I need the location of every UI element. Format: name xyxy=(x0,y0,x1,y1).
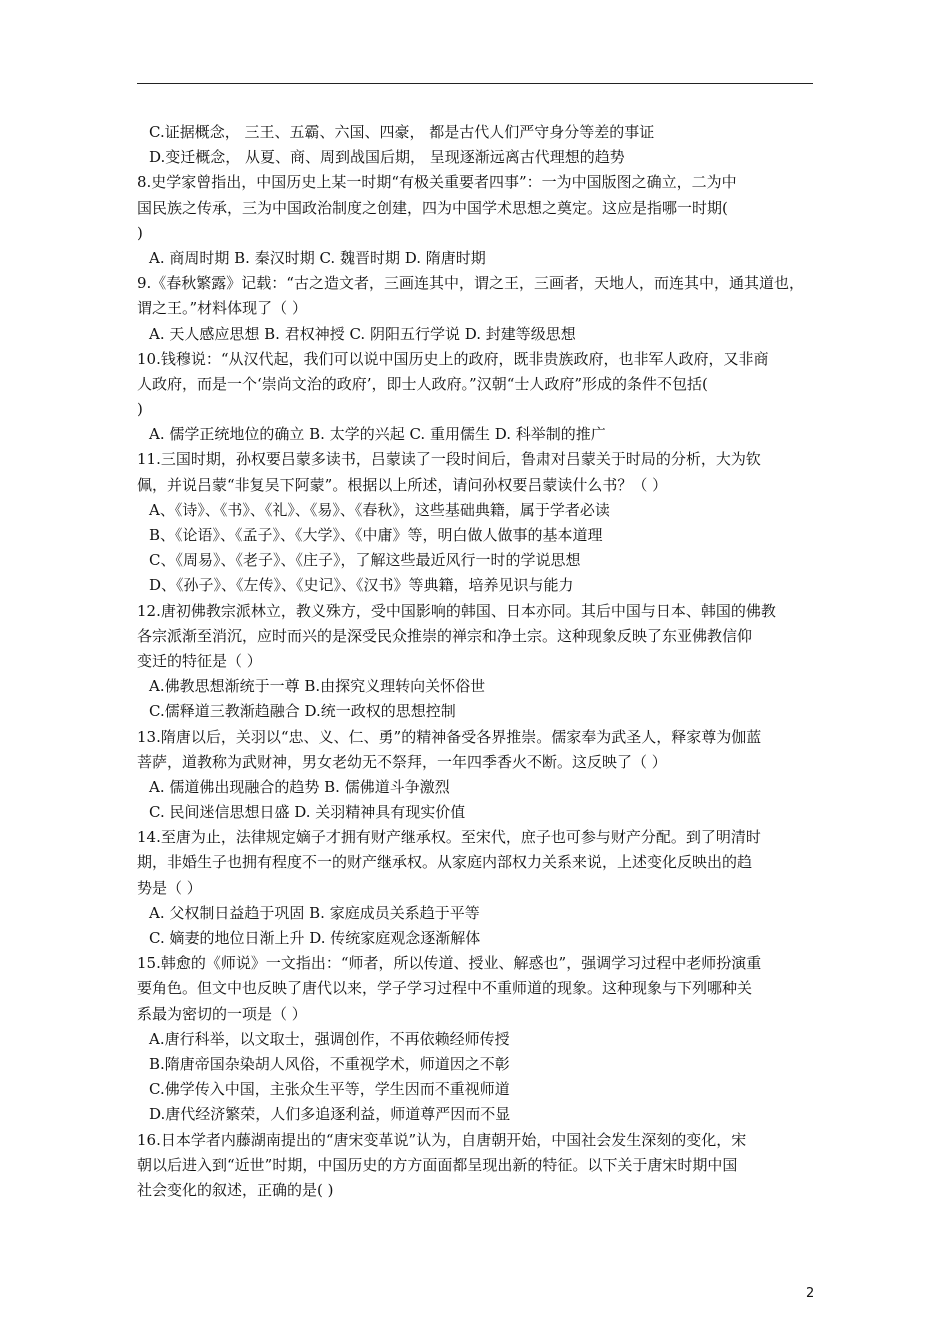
page-number: 2 xyxy=(806,1286,815,1301)
header-rule xyxy=(137,83,813,84)
text-line: A. 儒道佛出现融合的趋势 B. 儒佛道斗争激烈 xyxy=(149,777,450,796)
text-line: C.佛学传入中国，主张众生平等，学生因而不重视师道 xyxy=(149,1080,510,1099)
text-line: ) xyxy=(137,223,143,242)
text-line: 10.钱穆说：“从汉代起，我们可以说中国历史上的政府，既非贵族政府，也非军人政府，又非商 xyxy=(137,349,769,368)
text-line: D、《孙子》、《左传》、《史记》、《汉书》等典籍，培养见识与能力 xyxy=(149,576,574,595)
text-line: 朝以后进入到“近世”时期，中国历史的方方面面都呈现出新的特征。以下关于唐宋时期中国 xyxy=(137,1155,738,1174)
text-line: A. 父权制日益趋于巩固 B. 家庭成员关系趋于平等 xyxy=(149,903,480,922)
text-line: 16.日本学者内藤湖南提出的“唐宋变革说”认为，自唐朝开始，中国社会发生深刻的变化，宋 xyxy=(137,1130,747,1149)
text-line: B.隋唐帝国杂染胡人风俗，不重视学术，师道因之不彰 xyxy=(149,1054,510,1073)
text-line: C.儒释道三教渐趋融合 D.统一政权的思想控制 xyxy=(149,702,456,721)
text-line: C. 民间迷信思想日盛 D. 关羽精神具有现实价值 xyxy=(149,803,466,822)
text-line: 各宗派渐至消沉，应时而兴的是深受民众推崇的禅宗和净土宗。这种现象反映了东亚佛教信仰 xyxy=(137,626,753,645)
text-line: 谓之王。”材料体现了（ ） xyxy=(137,299,307,318)
text-line: A. 儒学正统地位的确立 B. 太学的兴起 C. 重用儒生 D. 科举制的推广 xyxy=(149,425,606,444)
text-line: 13.隋唐以后，关羽以“忠、义、仁、勇”的精神备受各界推崇。儒家奉为武圣人，释家尊为伽蓝 xyxy=(137,727,762,746)
text-line: D.唐代经济繁荣，人们多追逐利益，师道尊严因而不显 xyxy=(149,1105,511,1124)
text-line: 12.唐初佛教宗派林立，教义殊方，受中国影响的韩国、日本亦同。其后中国与日本、韩国的佛教 xyxy=(137,601,776,620)
text-line: 国民族之传承，三为中国政治制度之创建，四为中国学术思想之奠定。这应是指哪一时期( xyxy=(137,198,728,217)
text-line: 8.史学家曾指出，中国历史上某一时期“有极关重要者四事”：一为中国版图之确立，二为中 xyxy=(137,173,737,192)
text-line: ) xyxy=(137,400,143,419)
text-line: A. 天人感应思想 B. 君权神授 C. 阴阳五行学说 D. 封建等级思想 xyxy=(149,324,576,343)
text-line: 14.至唐为止，法律规定嫡子才拥有财产继承权。至宋代，庶子也可参与财产分配。到了明清时 xyxy=(137,828,761,847)
text-line: 15.韩愈的《师说》一文指出：“师者，所以传道、授业、解惑也”，强调学习过程中老师扮演重 xyxy=(137,954,762,973)
text-line: A.佛教思想渐统于一尊 B.由探究义理转向关怀俗世 xyxy=(149,677,486,696)
text-line: 11.三国时期，孙权要吕蒙多读书，吕蒙读了一段时间后，鲁肃对吕蒙关于时局的分析，大为钦 xyxy=(137,450,761,469)
text-line: 佩，并说吕蒙“非复吴下阿蒙”。根据以上所述，请问孙权要吕蒙读什么书？（ ） xyxy=(137,475,668,494)
text-line: D.变迁概念， 从夏、商、周到战国后期， 呈现逐渐远离古代理想的趋势 xyxy=(149,148,625,167)
text-line: C.证据概念， 三王、五霸、六国、四豪， 都是古代人们严守身分等差的事证 xyxy=(149,123,655,141)
text-line: 要角色。但文中也反映了唐代以来，学子学习过程中不重师道的现象。这种现象与下列哪种关 xyxy=(137,979,753,998)
text-line: 期，非婚生子也拥有程度不一的财产继承权。从家庭内部权力关系来说，上述变化反映出的趋 xyxy=(137,853,753,872)
text-line: 社会变化的叙述，正确的是( ) xyxy=(137,1180,334,1199)
text-line: 势是（ ） xyxy=(137,878,202,897)
text-line: C. 嫡妻的地位日渐上升 D. 传统家庭观念逐渐解体 xyxy=(149,929,481,947)
text-line: 菩萨，道教称为武财神，男女老幼无不祭拜，一年四季香火不断。这反映了（ ） xyxy=(137,752,667,771)
text-line: B、《论语》、《孟子》、《大学》、《中庸》等，明白做人做事的基本道理 xyxy=(149,526,603,544)
text-line: 变迁的特征是（ ） xyxy=(137,651,262,670)
text-line: C、《周易》、《老子》、《庄子》，了解这些最近风行一时的学说思想 xyxy=(149,551,581,570)
text-line: 9.《春秋繁露》记载：“古之造文者，三画连其中，谓之王，三画者，天地人，而连其中，通其道也， xyxy=(137,274,804,293)
text-line: A. 商周时期 B. 秦汉时期 C. 魏晋时期 D. 隋唐时期 xyxy=(149,248,486,267)
document-body xyxy=(137,120,821,1203)
text-line: A.唐行科举，以文取士，强调创作，不再依赖经师传授 xyxy=(149,1029,510,1048)
text-line: A、《诗》、《书》、《礼》、《易》、《春秋》，这些基础典籍，属于学者必读 xyxy=(149,500,610,519)
text-line: 人政府，而是一个‘崇尚文治的政府’，即士人政府。”汉朝“士人政府”形成的条件不包括( xyxy=(137,374,708,393)
text-line: 系最为密切的一项是（ ） xyxy=(137,1004,307,1023)
